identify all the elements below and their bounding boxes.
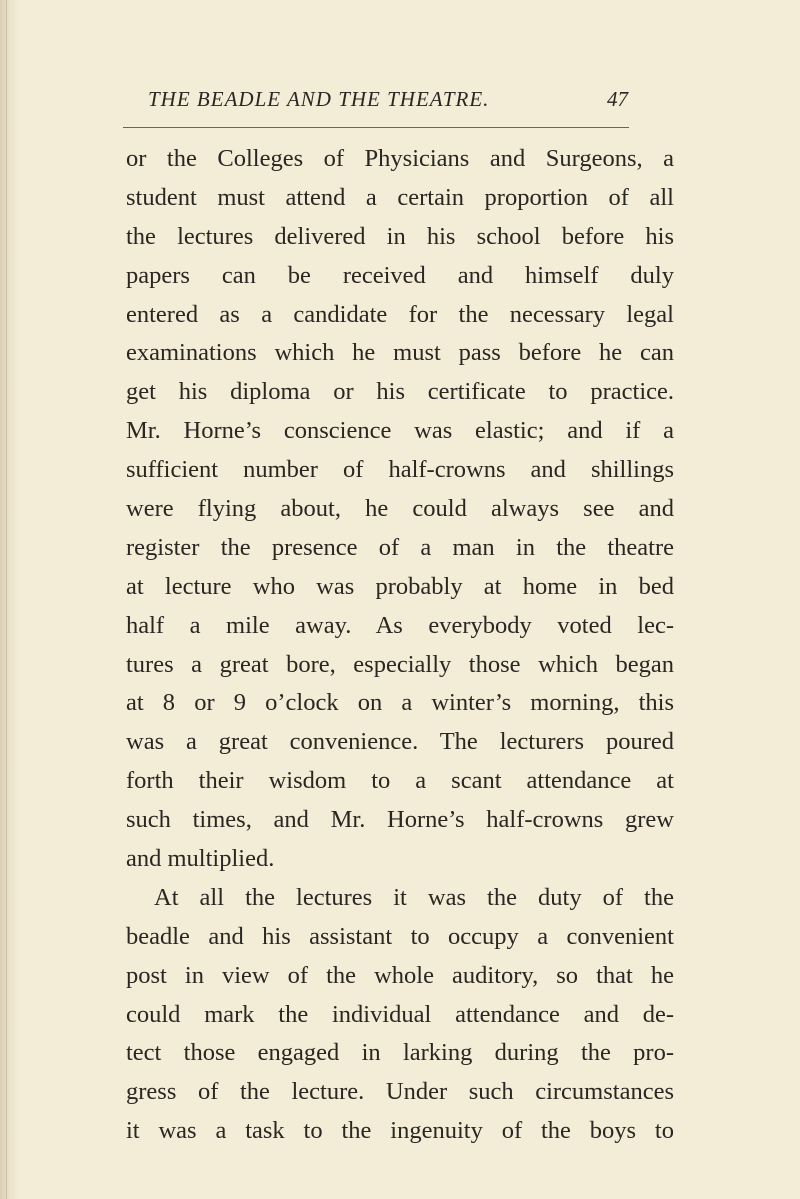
page-number: 47 xyxy=(607,87,628,111)
text-line: entered as a candidate for the necessary legal xyxy=(126,300,674,328)
text-line: forth their wisdom to a scant attendance at xyxy=(126,767,674,795)
text-line: examinations which he must pass before he can xyxy=(126,339,674,367)
text-line: were flying about, he could always see and xyxy=(126,495,674,523)
text-line: it was a task to the ingenuity of the boys to xyxy=(126,1117,674,1145)
text-line: such times, and Mr. Horne’s half-crowns grew xyxy=(126,806,674,834)
text-line: post in view of the whole auditory, so that he xyxy=(126,961,674,989)
text-line: tures a great bore, especially those which began xyxy=(126,650,674,678)
text-line: get his diploma or his certificate to practice. xyxy=(126,378,674,406)
text-line: tect those engaged in larking during the pro- xyxy=(126,1039,674,1067)
running-title: THE BEADLE AND THE THEATRE. xyxy=(148,87,490,111)
text-line: beadle and his assistant to occupy a convenient xyxy=(126,922,674,950)
gutter-edge-line xyxy=(6,0,7,1199)
body-text xyxy=(126,140,674,1151)
text-line: at 8 or 9 o’clock on a winter’s morning, this xyxy=(126,689,674,717)
text-line: could mark the individual attendance and de- xyxy=(126,1000,674,1028)
text-line: student must attend a certain proportion of all xyxy=(126,183,674,211)
paragraph-end-line: and multiplied. xyxy=(126,845,275,873)
text-line: papers can be received and himself duly xyxy=(126,261,674,289)
text-line: register the presence of a man in the theatre xyxy=(126,533,674,561)
text-line: gress of the lecture. Under such circumstances xyxy=(126,1078,674,1106)
paragraph-start-line: At all the lectures it was the duty of the xyxy=(154,883,674,911)
text-line: sufficient number of half-crowns and shillings xyxy=(126,456,674,484)
text-line: Mr. Horne’s conscience was elastic; and if a xyxy=(126,417,674,445)
text-line: half a mile away. As everybody voted lec- xyxy=(126,611,674,639)
text-line: at lecture who was probably at home in bed xyxy=(126,572,674,600)
text-line: was a great convenience. The lecturers poured xyxy=(126,728,674,756)
text-line: the lectures delivered in his school before his xyxy=(126,222,674,250)
header-rule xyxy=(123,127,629,128)
text-line: or the Colleges of Physicians and Surgeons, a xyxy=(126,145,674,172)
binding-gutter xyxy=(0,0,18,1199)
